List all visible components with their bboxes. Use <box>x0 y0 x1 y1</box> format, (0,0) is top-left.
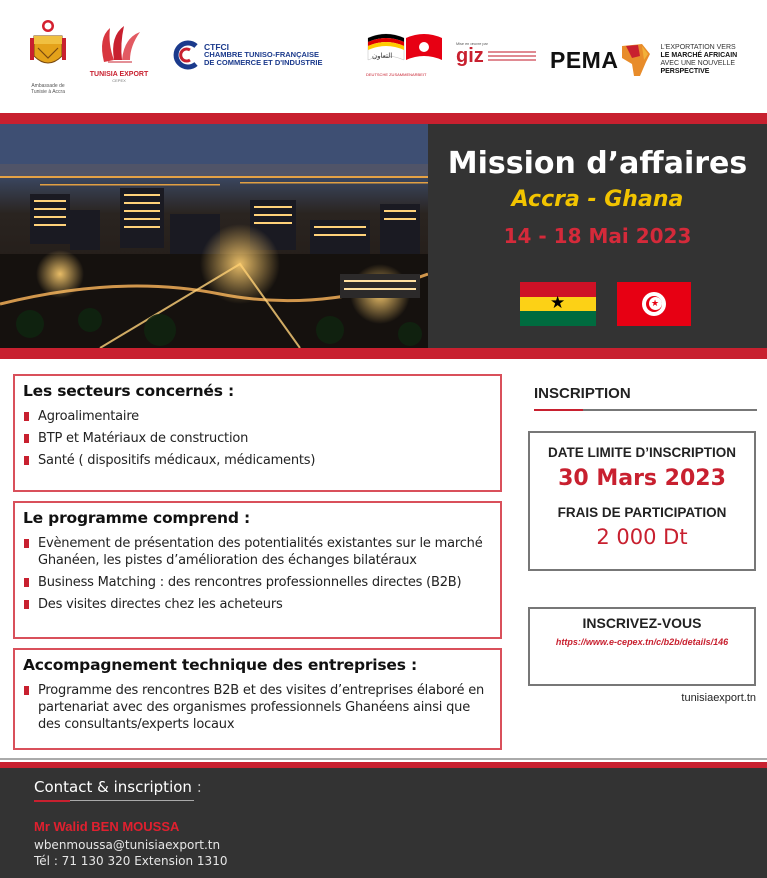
bullet-icon <box>24 456 29 465</box>
inscription-title: INSCRIPTION <box>534 385 631 402</box>
list-item <box>23 596 490 613</box>
sectors-heading: Les secteurs concernés : <box>23 382 234 400</box>
sectors-list <box>23 408 490 469</box>
contact-name: Mr Walid BEN MOUSSA <box>34 819 180 834</box>
africa-map-icon <box>618 42 652 78</box>
bullet-icon <box>24 434 29 443</box>
program-box <box>13 501 502 639</box>
footer-divider <box>0 758 767 760</box>
german-cooperation-flags-icon <box>366 30 444 66</box>
contact-footer <box>0 768 767 878</box>
partner-logos-strip <box>0 0 767 112</box>
list-item <box>23 430 490 447</box>
german-cooperation-caption: DEUTSCHE ZUSAMMENARBEIT <box>366 72 427 77</box>
contact-phone: Tél : 71 130 320 Extension 1310 <box>34 854 228 868</box>
bullet-icon <box>24 600 29 609</box>
tunisia-export-name: TUNISIA EXPORT <box>89 71 149 78</box>
list-item <box>23 535 490 569</box>
giz-implemented-by: Mise en œuvre par <box>456 42 488 46</box>
support-list <box>23 682 490 733</box>
mission-location: Accra - Ghana <box>511 187 684 212</box>
contact-underline <box>34 800 194 801</box>
list-item <box>23 574 490 591</box>
german-cooperation-logo <box>366 30 444 77</box>
list-item-text: BTP et Matériaux de construction <box>38 431 249 446</box>
tunisia-export-sub: CEPEX <box>112 78 126 83</box>
pema-tagline-3: AVEC UNE NOUVELLE <box>660 60 736 67</box>
pema-logo <box>550 42 760 78</box>
list-item-text: Agroalimentaire <box>38 409 139 424</box>
list-item-text: Evènement de présentation des potentialités existantes sur le marché Ghanéen, les pistes d’amélioration des échanges bilatéraux <box>38 536 483 568</box>
technical-support-box <box>13 648 502 750</box>
pema-tagline-1: L'EXPORTATION VERS <box>660 44 736 51</box>
tunisia-flag-icon: ★ <box>617 282 691 326</box>
contact-title-text: Contact & inscription <box>34 778 192 796</box>
country-flags <box>428 282 767 326</box>
fee-value: 2 000 Dt <box>596 525 688 549</box>
hero-title-panel <box>428 124 767 348</box>
mission-dates: 14 - 18 Mai 2023 <box>503 224 692 248</box>
deadline-fee-box <box>528 431 756 571</box>
program-list <box>23 535 490 613</box>
svg-text:التعاون: التعاون <box>372 52 393 60</box>
ctfci-emblem-icon <box>172 40 200 70</box>
bullet-icon <box>24 686 29 695</box>
list-item-text: Des visites directes chez les acheteurs <box>38 597 283 612</box>
tunisia-export-logo <box>84 24 154 83</box>
hero-banner <box>0 124 767 348</box>
embassy-caption: Ambassade de Tunisie à Accra <box>31 83 65 95</box>
hero-bottom-bar <box>0 348 767 359</box>
sectors-box <box>13 374 502 492</box>
website-text: tunisiaexport.tn <box>681 692 756 704</box>
list-item <box>23 682 490 733</box>
giz-logo <box>456 42 540 66</box>
list-item-text: Programme des rencontres B2B et des visites d’entreprises élaboré en partenariat avec des organismes professionnels Ghanéens ainsi que des consultants/experts locaux <box>38 683 485 732</box>
list-item-text: Santé ( dispositifs médicaux, médicaments) <box>38 453 316 468</box>
bullet-icon <box>24 539 29 548</box>
list-item <box>23 452 490 469</box>
accra-night-city-photo <box>0 124 428 348</box>
fee-label: FRAIS DE PARTICIPATION <box>557 505 727 520</box>
ctfci-logo <box>172 40 352 70</box>
list-item <box>23 408 490 425</box>
bullet-icon <box>24 578 29 587</box>
bullet-icon <box>24 412 29 421</box>
pema-tagline-4: PERSPECTIVE <box>660 68 710 75</box>
program-heading: Le programme comprend : <box>23 509 250 527</box>
register-box <box>528 607 756 686</box>
pema-wordmark: PEMA <box>550 46 619 73</box>
ctfci-abbr: CTFCI <box>204 42 230 52</box>
tunisia-coat-of-arms-icon <box>24 18 72 76</box>
list-item-text: Business Matching : des rencontres professionnelles directes (B2B) <box>38 575 462 590</box>
ghana-flag-icon: ★ <box>520 282 596 326</box>
register-link[interactable]: https://www.e-cepex.tn/c/b2b/details/146 <box>555 637 729 647</box>
giz-subtitle-lines <box>488 49 536 63</box>
register-label: INSCRIVEZ-VOUS <box>582 615 702 631</box>
mission-title: Mission d’affaires <box>447 146 748 181</box>
city-skyline-illustration <box>0 124 428 348</box>
pema-tagline-2: LE MARCHÉ AFRICAIN <box>660 52 738 59</box>
ctfci-line1: CHAMBRE TUNISO-FRANÇAISE <box>204 50 319 59</box>
contact-email[interactable]: wbenmoussa@tunisiaexport.tn <box>34 838 221 852</box>
contact-title-colon: : <box>196 778 202 796</box>
tunisia-export-swirl-icon <box>84 24 154 64</box>
hero-top-bar <box>0 113 767 124</box>
ctfci-line2: DE COMMERCE ET D'INDUSTRIE <box>204 58 323 67</box>
inscription-underline <box>534 409 757 411</box>
deadline-label: DATE LIMITE D’INSCRIPTION <box>548 445 736 460</box>
contact-title <box>34 778 202 796</box>
deadline-date: 30 Mars 2023 <box>558 466 726 491</box>
support-heading: Accompagnement technique des entreprises : <box>23 656 417 674</box>
embassy-logo <box>24 18 72 95</box>
giz-wordmark: giz <box>456 45 484 67</box>
